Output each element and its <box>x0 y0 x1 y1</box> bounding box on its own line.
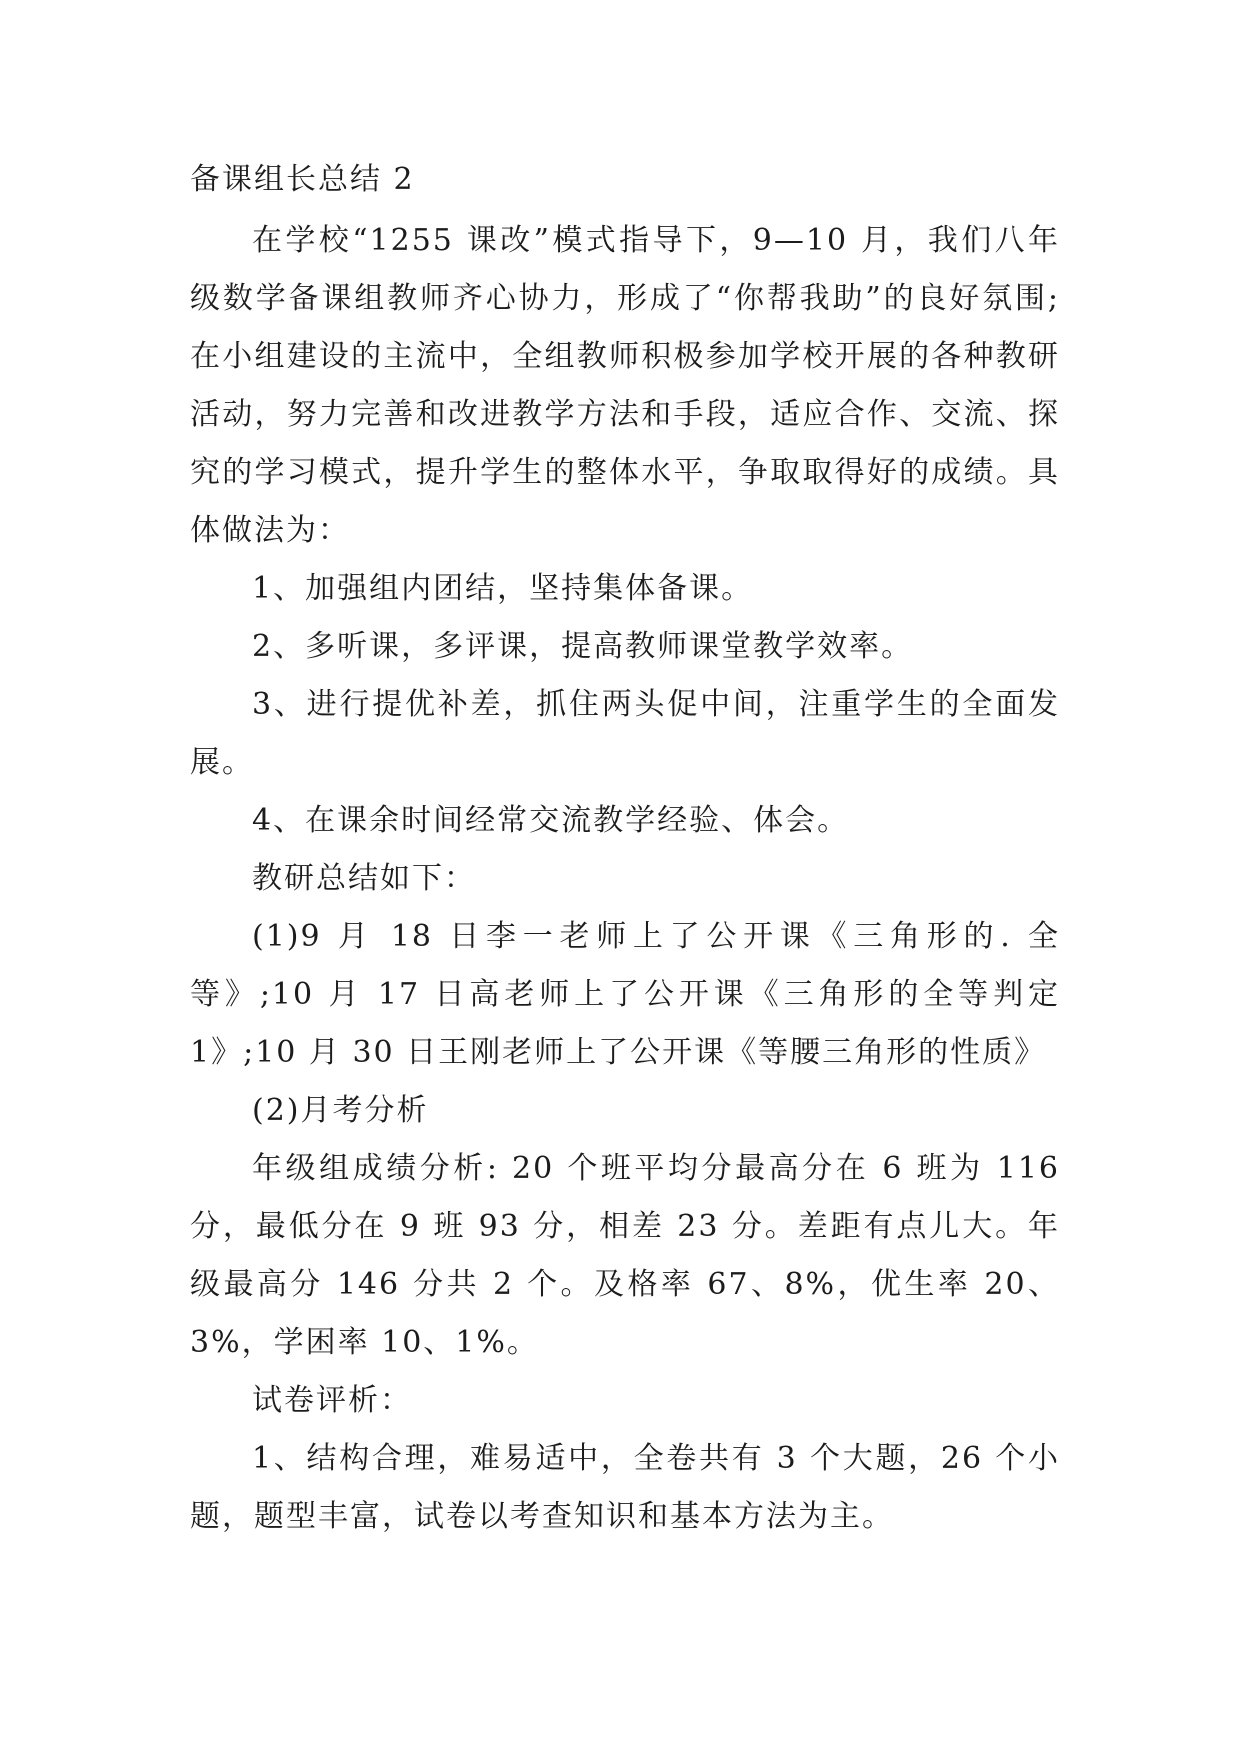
paragraph-research-summary-heading: 教研总结如下： <box>252 861 476 896</box>
paragraph-open-classes: (1)9 月 18 日李一老师上了公开课《三角形的. 全等》;10 月 17 日高老师上了公开课《三角形的全等判定 1》;10 月 30 日王刚老师上了公开课《等腰三角形的性质》 <box>190 919 1060 1070</box>
document-body <box>190 150 1060 1546</box>
paragraph-monthly-exam-heading: (2)月考分析 <box>252 1093 429 1128</box>
paragraph-paper-review-heading: 试卷评析： <box>252 1383 412 1418</box>
document-title: 备课组长总结 2 <box>190 162 415 197</box>
paragraph-grade-analysis: 年级组成绩分析: 20 个班平均分最高分在 6 班为 116 分，最低分在 9 班 93 分，相差 23 分。差距有点儿大。年级最高分 146 分共 2 个。及格率 67、8%，优生率 20、3%，学困率 10、1%。 <box>190 1151 1060 1360</box>
paragraph-item-4: 4、在课余时间经常交流教学经验、体会。 <box>252 803 850 838</box>
paragraph-paper-review-item-1: 1、结构合理，难易适中，全卷共有 3 个大题，26 个小题，题型丰富，试卷以考查知识和基本方法为主。 <box>190 1441 1060 1534</box>
paragraph-item-3: 3、进行提优补差，抓住两头促中间，注重学生的全面发展。 <box>190 687 1060 780</box>
paragraph-item-1: 1、加强组内团结，坚持集体备课。 <box>252 571 754 606</box>
paragraph-item-2: 2、多听课，多评课，提高教师课堂教学效率。 <box>252 629 914 664</box>
paragraph-intro: 在学校“1255 课改”模式指导下，9—10 月，我们八年级数学备课组教师齐心协力，形成了“你帮我助”的良好氛围;在小组建设的主流中，全组教师积极参加学校开展的各种教研活动，努力完善和改进教学方法和手段，适应合作、交流、探究的学习模式，提升学生的整体水平，争取取得好的成绩。具体做法为： <box>190 223 1060 548</box>
